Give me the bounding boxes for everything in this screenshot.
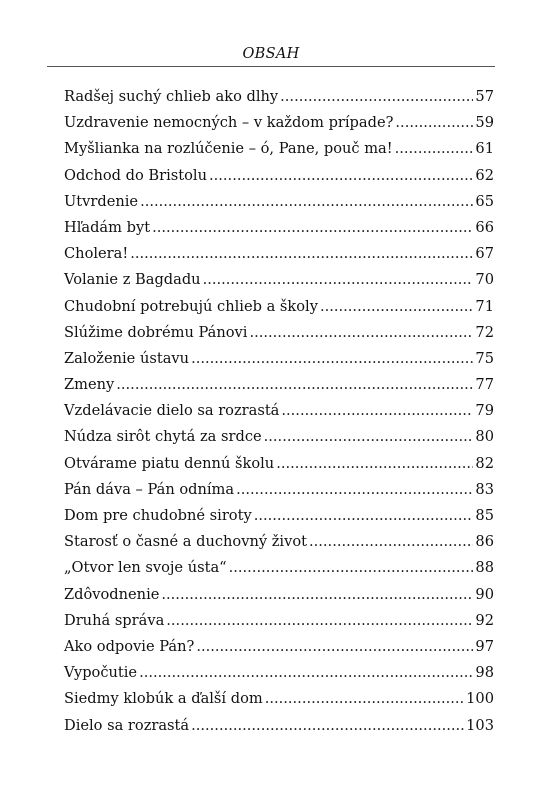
dot-leader: [140, 189, 473, 215]
dot-leader: [254, 503, 474, 529]
toc-entry-title: Radšej suchý chlieb ako dlhy: [64, 88, 279, 105]
toc-entry: [64, 372, 494, 398]
toc-entry-title: Otvárame piatu dennú školu: [64, 454, 275, 472]
toc-entry-page-number: 92: [475, 611, 494, 629]
toc-entry-title: Starosť o časné a duchovný život: [64, 533, 307, 551]
dot-leader: [116, 372, 473, 398]
dot-leader: [196, 634, 473, 660]
toc-entry: [64, 136, 494, 162]
dot-leader: [209, 163, 473, 189]
dot-leader: [152, 215, 473, 241]
toc-entry-page-number: 97: [475, 637, 494, 655]
toc-entry-title: Dom pre chudobné siroty: [64, 507, 252, 524]
toc-entry-title: Siedmy klobúk a ďalší dom: [64, 690, 263, 708]
toc-entry-title: Odchod do Bristolu: [64, 166, 207, 184]
toc-entry-page-number: 75: [475, 349, 494, 367]
toc-entry: [64, 320, 494, 346]
toc-entry-page-number: 57: [475, 88, 494, 105]
toc-entry-page-number: 88: [475, 559, 494, 577]
toc-entry-title: Dielo sa rozrastá: [64, 716, 190, 734]
toc-entry-page-number: 65: [475, 192, 494, 210]
toc-entry-page-number: 98: [475, 664, 494, 682]
toc-entry: [64, 634, 494, 660]
toc-entry-title: Vzdelávacie dielo sa rozrastá: [64, 402, 280, 420]
dot-leader: [320, 294, 473, 320]
toc-entry-title: Núdza sirôt chytá za srdce: [64, 428, 262, 446]
toc-entry-page-number: 67: [475, 245, 494, 263]
toc-entry: [64, 555, 494, 581]
toc-entry: [64, 189, 494, 215]
toc-entry-page-number: 100: [466, 690, 494, 708]
toc-entry-title: Volanie z Bagdadu: [64, 271, 201, 289]
toc-entry-title: „Otvor len svoje ústa“: [64, 559, 227, 577]
toc-entry-title: Slúžime dobrému Pánovi: [64, 323, 248, 341]
toc-entry: [64, 713, 494, 739]
toc-entry: [64, 529, 494, 555]
toc-entry: [64, 608, 494, 634]
dot-leader: [166, 608, 473, 634]
dot-leader: [161, 582, 473, 608]
toc-entry-page-number: 79: [475, 402, 494, 420]
header-rule: [47, 66, 495, 67]
toc-entry-page-number: 72: [475, 323, 494, 341]
dot-leader: [276, 451, 473, 477]
toc-entry-page-number: 103: [466, 716, 494, 734]
toc-entry-page-number: 66: [475, 218, 494, 236]
toc-entry-title: Založenie ústavu: [64, 349, 190, 367]
dot-leader: [191, 713, 464, 739]
toc-entry: [64, 267, 494, 293]
toc-entry-title: Zmeny: [64, 376, 115, 394]
dot-leader: [236, 477, 473, 503]
toc-entry-page-number: 80: [475, 428, 494, 446]
toc-entry: [64, 241, 494, 267]
toc-entry: [64, 582, 494, 608]
toc-entry: [64, 84, 494, 110]
toc-entry: [64, 503, 494, 529]
dot-leader: [280, 84, 473, 110]
toc-entry-page-number: 86: [475, 533, 494, 551]
toc-entry-page-number: 83: [475, 480, 494, 498]
toc-entry-page-number: 70: [475, 271, 494, 289]
toc-entry: [64, 660, 494, 686]
dot-leader: [203, 267, 474, 293]
dot-leader: [395, 110, 473, 136]
toc-entry-title: Myšlianka na rozlúčenie – ó, Pane, pouč ma!: [64, 140, 393, 158]
dot-leader: [264, 424, 474, 450]
dot-leader: [130, 241, 473, 267]
toc-entry: [64, 110, 494, 136]
toc-entry-page-number: 77: [475, 376, 494, 394]
toc-entry-page-number: 61: [475, 140, 494, 158]
toc-entry-title: Vypočutie: [64, 664, 138, 682]
toc-entry: [64, 346, 494, 372]
dot-leader: [309, 529, 473, 555]
dot-leader: [229, 555, 474, 581]
toc-entry: [64, 477, 494, 503]
toc-entry-title: Pán dáva – Pán odníma: [64, 480, 235, 498]
toc-entry: [64, 294, 494, 320]
toc-entry-page-number: 90: [475, 585, 494, 603]
dot-leader: [265, 686, 464, 712]
toc-entry-title: Uzdravenie nemocných – v každom prípade?: [64, 114, 394, 132]
toc-entry: [64, 424, 494, 450]
toc-entry-title: Zdôvodnenie: [64, 585, 160, 603]
table-of-contents: [64, 84, 494, 739]
toc-entry-title: Hľadám byt: [64, 218, 151, 236]
toc-entry-title: Druhá správa: [64, 611, 165, 629]
toc-entry-page-number: 85: [475, 507, 494, 524]
dot-leader: [139, 660, 473, 686]
toc-entry: [64, 215, 494, 241]
toc-entry-title: Cholera!: [64, 245, 129, 263]
toc-entry-page-number: 82: [475, 454, 494, 472]
toc-entry: [64, 686, 494, 712]
toc-entry-page-number: 71: [475, 297, 494, 315]
toc-entry-page-number: 62: [475, 166, 494, 184]
toc-entry: [64, 451, 494, 477]
toc-entry: [64, 163, 494, 189]
page-header: OBSAH: [242, 46, 300, 62]
dot-leader: [249, 320, 473, 346]
dot-leader: [281, 398, 473, 424]
dot-leader: [191, 346, 473, 372]
toc-entry-title: Utvrdenie: [64, 192, 139, 210]
toc-entry: [64, 398, 494, 424]
toc-entry-title: Chudobní potrebujú chlieb a školy: [64, 297, 318, 315]
dot-leader: [395, 136, 474, 162]
toc-entry-title: Ako odpovie Pán?: [64, 637, 195, 655]
toc-entry-page-number: 59: [475, 114, 494, 132]
